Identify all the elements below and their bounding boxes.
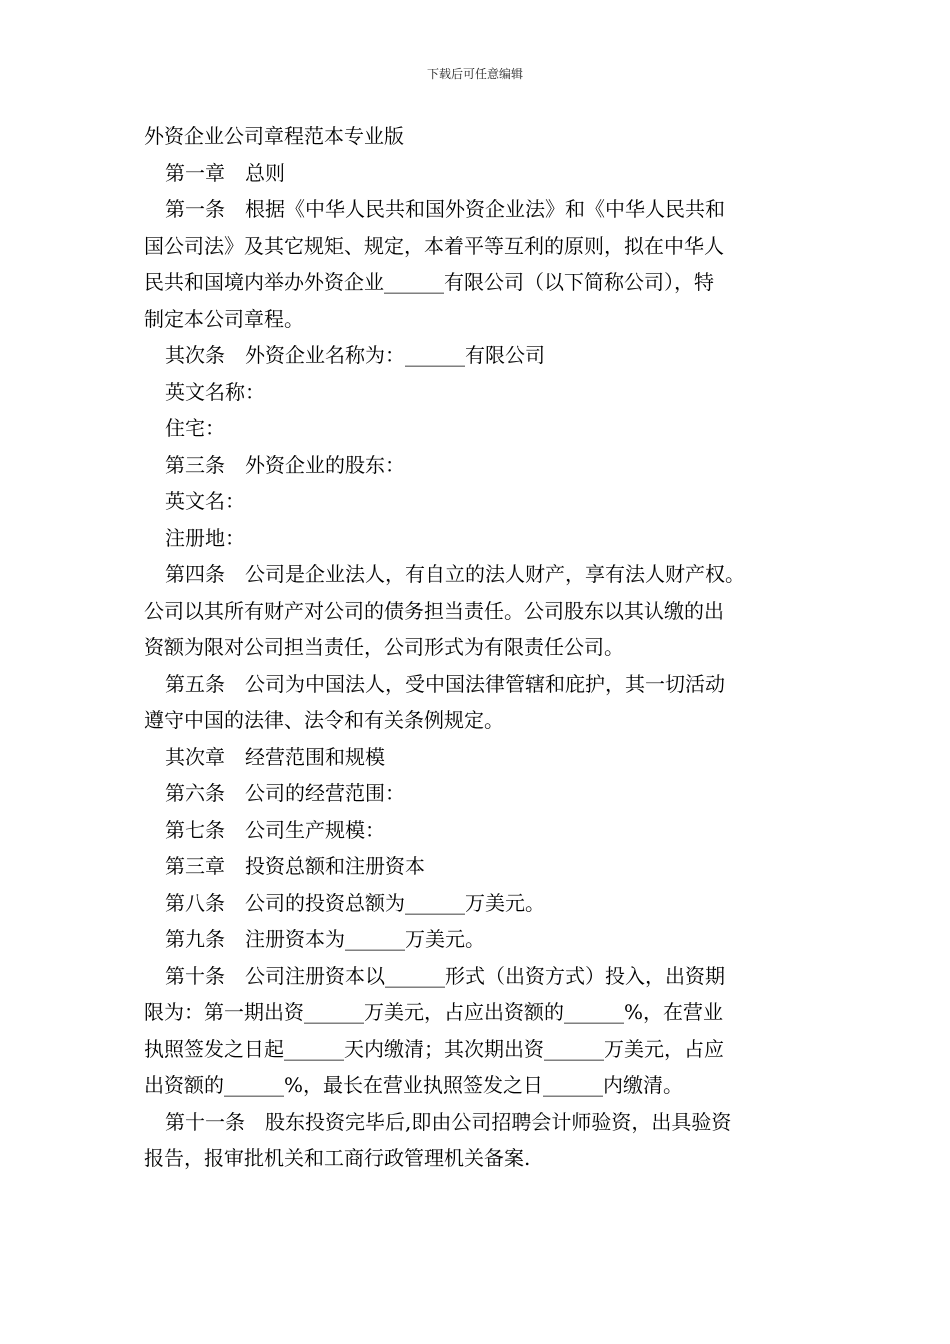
document-line: 制定本公司章程。 <box>144 306 304 331</box>
document-line: 国公司法》及其它规矩、规定，本着平等互利的原则，拟在中华人 <box>144 233 724 258</box>
document-line: 第三条 外资企业的股东： <box>165 452 405 477</box>
document-line: 第九条 注册资本为______万美元。 <box>165 927 485 951</box>
document-line: 第八条 公司的投资总额为______万美元。 <box>165 890 545 915</box>
document-line: 第六条 公司的经营范围： <box>165 781 405 805</box>
document-body <box>144 118 812 1177</box>
document-line: 第十一条 股东投资完毕后,即由公司招聘会计师验资，出具验资 <box>165 1109 732 1134</box>
document-line: 第十条 公司注册资本以______形式（出资方式）投入，出资期 <box>165 963 725 988</box>
document-line: 出资额的______%，最长在营业执照签发之日______内缴清。 <box>144 1073 684 1097</box>
document-line: 民共和国境内举办外资企业______有限公司（以下简称公司），特 <box>144 270 714 294</box>
document-line: 英文名： <box>165 489 245 513</box>
document-line: 第三章 投资总额和注册资本 <box>165 854 425 878</box>
document-line: 第四条 公司是企业法人，有自立的法人财产，享有法人财产权。 <box>165 562 745 586</box>
document-line: 第七条 公司生产规模： <box>165 817 385 842</box>
document-line: 住宅： <box>165 416 225 440</box>
document-line: 报告，报审批机关和工商行政管理机关备案. <box>144 1146 531 1170</box>
document-line: 遵守中国的法律、法令和有关条例规定。 <box>144 708 504 732</box>
document-line: 注册地： <box>165 525 245 550</box>
document-line: 第五条 公司为中国法人，受中国法律管辖和庇护，其一切活动 <box>165 671 725 696</box>
document-line: 执照签发之日起______天内缴清；其次期出资______万美元，占应 <box>144 1036 724 1061</box>
document-line: 限为：第一期出资______万美元，占应出资额的______%，在营业 <box>144 1000 724 1024</box>
document-line: 公司以其所有财产对公司的债务担当责任。公司股东以其认缴的出 <box>144 598 724 623</box>
document-lines <box>144 155 812 1177</box>
document-line: 其次章 经营范围和规模 <box>165 744 385 769</box>
document-title: 外资企业公司章程范本专业版 <box>144 124 404 148</box>
document-line: 第一章 总则 <box>165 160 285 185</box>
document-line: 资额为限对公司担当责任，公司形式为有限责任公司。 <box>144 635 624 659</box>
page-header-note: 下载后可任意编辑 <box>426 67 523 81</box>
document-line: 第一条 根据《中华人民共和国外资企业法》和《中华人民共和 <box>165 197 725 221</box>
document-line: 英文名称： <box>165 379 265 404</box>
document-line: 其次条 外资企业名称为：______有限公司 <box>165 343 545 367</box>
